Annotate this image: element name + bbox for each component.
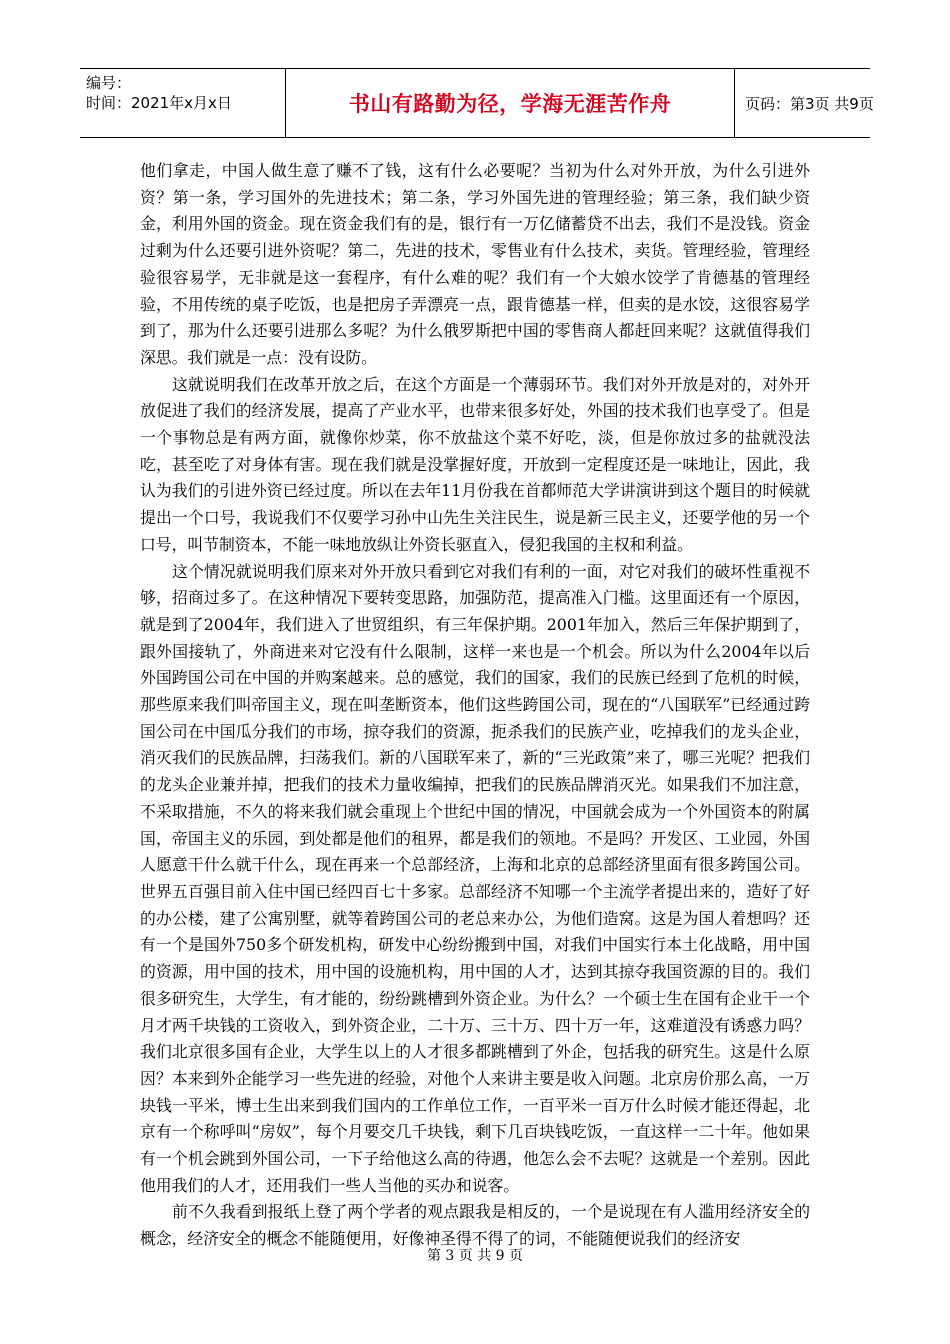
header-meta-cell (80, 69, 286, 137)
document-body (140, 158, 810, 1253)
paragraph: 这就说明我们在改革开放之后，在这个方面是一个薄弱环节。我们对外开放是对的，对外开放促进了我们的经济发展，提高了产业水平，也带来很多好处，外国的技术我们也享受了。但是一个事物总是有两方面，就像你炒菜，你不放盐这个菜不好吃，淡，但是你放过多的盐就没法吃，甚至吃了对身体有害。现在我们就是没掌握好度，开放到一定程度还是一味地让，因此，我认为我们的引进外资已经过度。所以在去年11月份我在首都师范大学讲演讲到这个题目的时候就提出一个口号，我说我们不仅要学习孙中山先生关注民生，说是新三民主义，还要学他的另一个口号，叫节制资本，不能一味地放纵让外资长驱直入，侵犯我国的主权和利益。 (140, 374, 810, 554)
header-page-info: 页码：第3页 共9页 (745, 94, 874, 113)
page-footer: 第 3 页 共 9 页 (426, 1248, 524, 1264)
document-number-label: 编号： (86, 74, 132, 92)
paragraph: 这个情况就说明我们原来对外开放只看到它对我们有利的一面，对它对我们的破坏性重视不够，招商过多了。在这种情况下要转变思路，加强防范，提高准入门槛。这里面还有一个原因，就是到了2004年，我们进入了世贸组织，有三年保护期。2001年加入，然后三年保护期到了，跟外国接轨了，外商进来对它没有什么限制，这样一来也是一个机会。所以为什么2004年以后外国跨国公司在中国的并购案越来。总的感觉，我们的国家，我们的民族已经到了危机的时候，那些原来我们叫帝国主义，现在叫垄断资本，他们这些跨国公司，现在的“八国联军”已经通过跨国公司在中国瓜分我们的市场，掠夺我们的资源，扼杀我们的民族产业，吃掉我们的龙头企业，消灭我们的民族品牌，扫荡我们。新的八国联军来了，新的“三光政策”来了，哪三光呢？把我们的龙头企业兼并掉，把我们的技术力量收编掉，把我们的民族品牌消灭光。如果我们不加注意，不采取措施，不久的将来我们就会重现上个世纪中国的情况，中国就会成为一个外国资本的附属国，帝国主义的乐园，到处都是他们的租界，都是我们的领地。不是吗？开发区、工业园，外国人愿意干什么就干什么，现在再来一个总部经济，上海和北京的总部经济里面有很多跨国公司。世界五百强目前入住中国已经四百七十多家。总部经济不知哪一个主流学者提出来的，造好了好的办公楼，建了公寓别墅，就等着跨国公司的老总来办公，为他们造窝。这是为国人着想吗？还有一个是国外750多个研发机构，研发中心纷纷搬到中国，对我们中国实行本土化战略，用中国的资源，用中国的技术，用中国的设施机构，用中国的人才，达到其掠夺我国资源的目的。我们很多研究生，大学生，有才能的，纷纷跳槽到外资企业。为什么？一个硕士生在国有企业干一个月才两千块钱的工资收入，到外资企业，二十万、三十万、四十万一年，这难道没有诱惑力吗？我们北京很多国有企业，大学生以上的人才很多都跳槽到了外企，包括我的研究生。这是什么原因？本来到外企能学习一些先进的经验，对他个人来讲主要是收入问题。北京房价那么高，一万块钱一平米，博士生出来到我们国内的工作单位工作，一百平米一百万什么时候才能还得起，北京有一个称呼叫“房奴”，每个月要交几千块钱，剩下几百块钱吃饭，一直这样一二十年。他如果有一个机会跳到外国公司，一下子给他这么高的待遇，他怎么会不去呢？这就是一个差别。因此他用我们的人才，还用我们一些人当他的买办和说客。 (140, 561, 810, 1195)
document-date: 时间：2021年x月x日 (86, 94, 232, 112)
page-header (80, 68, 874, 138)
paragraph: 他们拿走，中国人做生意了赚不了钱，这有什么必要呢？当初为什么对外开放，为什么引进外资？第一条，学习国外的先进技术；第二条，学习外国先进的管理经验；第三条，我们缺少资金，利用外国的资金。现在资金我们有的是，银行有一万亿储蓄贷不出去，我们不是没钱。资金过剩为什么还要引进外资呢？第二，先进的技术，零售业有什么技术，卖货。管理经验，管理经验很容易学，无非就是这一套程序，有什么难的呢？我们有一个大娘水饺学了肯德基的管理经验，不用传统的桌子吃饭，也是把房子弄漂亮一点，跟肯德基一样，但卖的是水饺，这很容易学到了，那为什么还要引进那么多呢？为什么俄罗斯把中国的零售商人都赶回来呢？这就值得我们深思。我们就是一点：没有设防。 (140, 161, 810, 367)
header-motto-cell (286, 69, 735, 137)
motto-text: 书山有路勤为径，学海无涯苦作舟 (348, 92, 672, 116)
header-page-cell (735, 69, 874, 137)
paragraph: 前不久我看到报纸上登了两个学者的观点跟我是相反的，一个是说现在有人滥用经济安全的概念，经济安全的概念不能随便用，好像神圣得不得了的词，不能随便说我们的经济安 (140, 1202, 810, 1249)
